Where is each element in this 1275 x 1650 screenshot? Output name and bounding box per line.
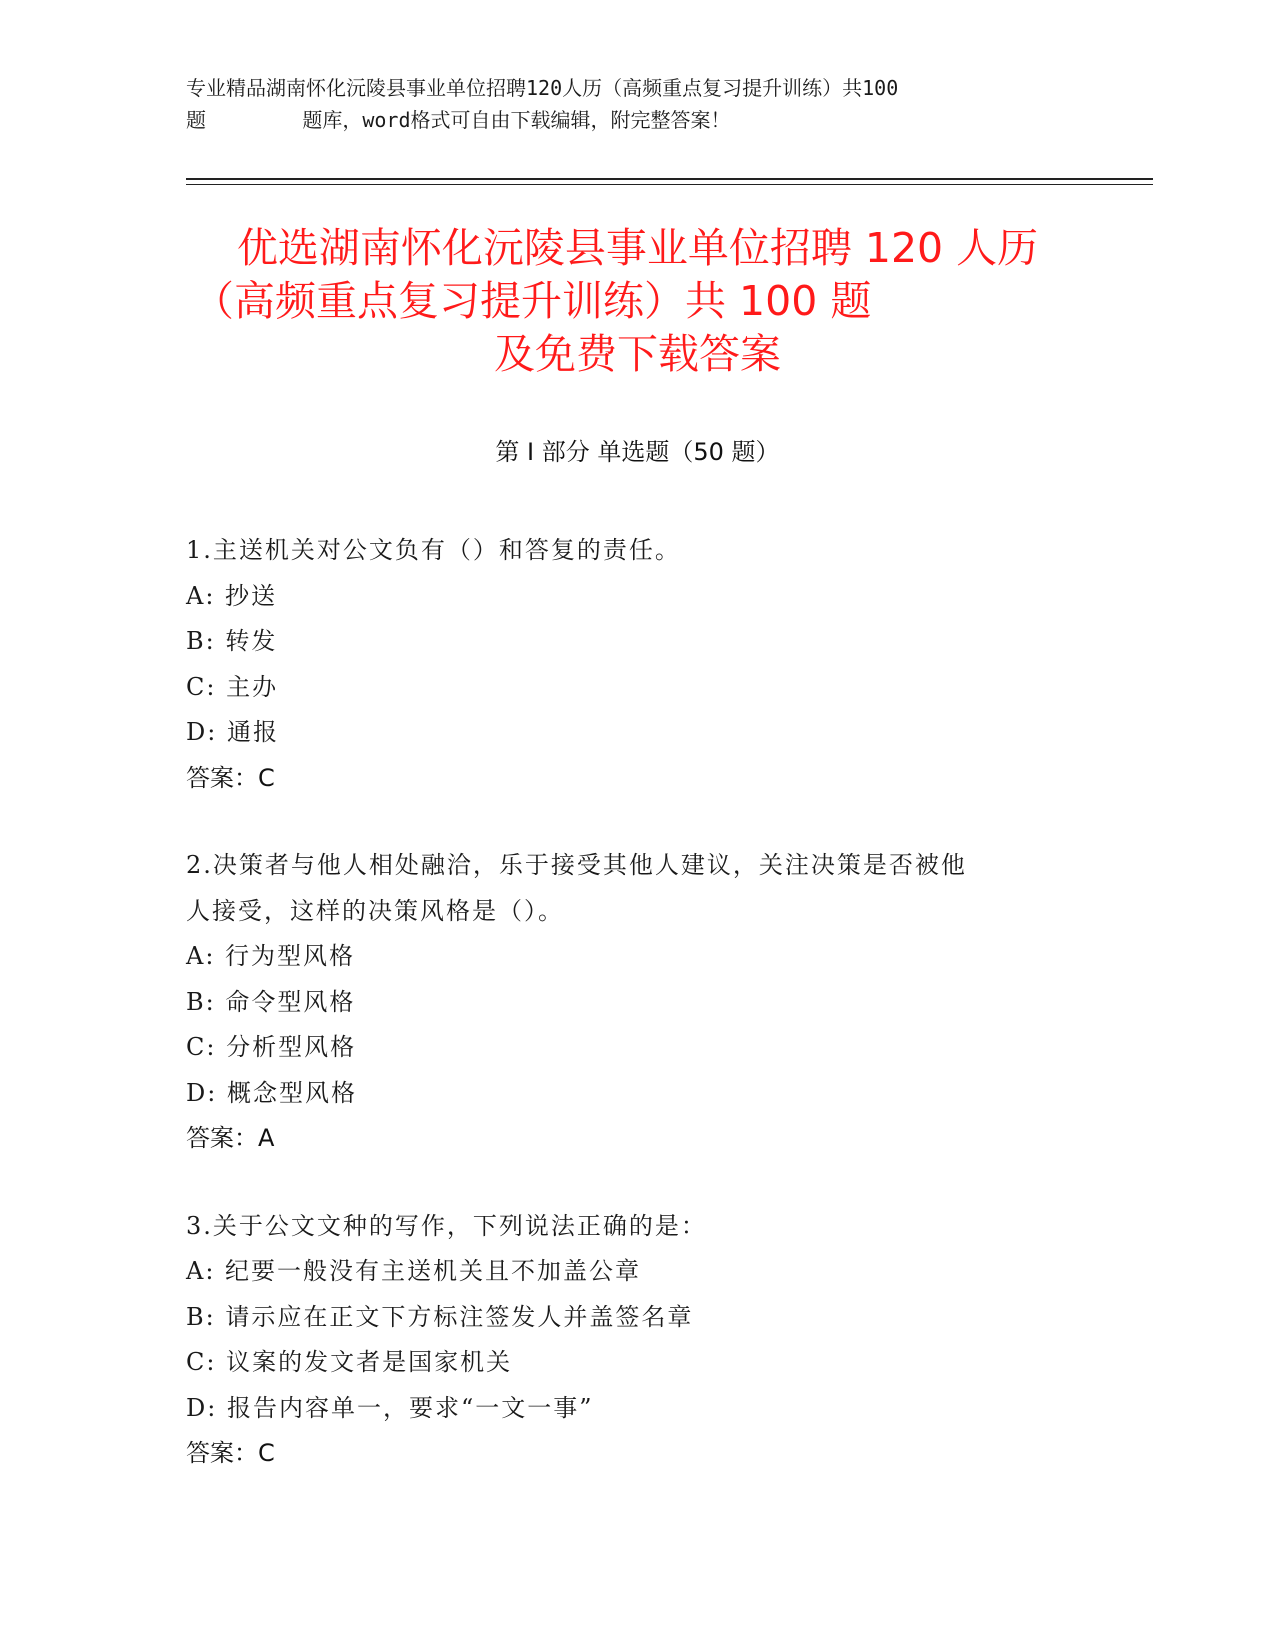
title-line-2: （高频重点复习提升训练）共 100 题 bbox=[193, 277, 872, 325]
question-1 bbox=[186, 528, 1086, 801]
option-b: B: 请示应在正文下方标注签发人并盖签名章 bbox=[186, 1302, 694, 1331]
question-stem: 1.主送机关对公文负有（）和答复的责任。 bbox=[186, 536, 681, 564]
option-d: D: 通报 bbox=[186, 718, 279, 746]
answer-line: 答案：A bbox=[186, 1124, 275, 1152]
option-b: B: 转发 bbox=[186, 627, 278, 655]
option-a: A: 抄送 bbox=[186, 581, 278, 610]
option-c: C: 分析型风格 bbox=[186, 1033, 357, 1061]
header-divider-thick bbox=[186, 178, 1153, 180]
title-line-1: 优选湖南怀化沅陵县事业单位招聘 120 人历 bbox=[236, 224, 1039, 272]
document-title bbox=[150, 222, 1125, 381]
header-line-2: 题 题库，word格式可自由下载编辑，附完整答案！ bbox=[186, 108, 731, 132]
question-stem: 2.决策者与他人相处融洽，乐于接受其他人建议，关注决策是否被他 bbox=[186, 851, 967, 879]
header-line-1: 专业精品湖南怀化沅陵县事业单位招聘120人历（高频重点复习提升训练）共100 bbox=[186, 76, 899, 100]
option-d: D: 概念型风格 bbox=[186, 1078, 357, 1107]
option-c: C: 议案的发文者是国家机关 bbox=[186, 1348, 513, 1376]
section-heading: 第 I 部分 单选题（50 题） bbox=[495, 438, 780, 466]
question-2 bbox=[186, 843, 1086, 1162]
header-divider-thin bbox=[186, 184, 1153, 185]
question-list bbox=[186, 528, 1086, 1519]
answer-line: 答案：C bbox=[186, 1439, 275, 1467]
question-3 bbox=[186, 1204, 1086, 1477]
option-b: B: 命令型风格 bbox=[186, 987, 356, 1016]
title-line-3: 及免费下载答案 bbox=[494, 330, 781, 378]
option-a: A: 纪要一般没有主送机关且不加盖公章 bbox=[186, 1257, 642, 1285]
option-d: D: 报告内容单一，要求“一文一事” bbox=[186, 1393, 594, 1422]
question-stem: 3.关于公文文种的写作，下列说法正确的是： bbox=[186, 1211, 707, 1240]
option-a: A: 行为型风格 bbox=[186, 942, 356, 970]
answer-line: 答案：C bbox=[186, 763, 275, 792]
option-c: C: 主办 bbox=[186, 672, 279, 701]
page-header bbox=[186, 72, 1086, 136]
question-stem-cont: 人接受，这样的决策风格是（）。 bbox=[186, 896, 564, 925]
